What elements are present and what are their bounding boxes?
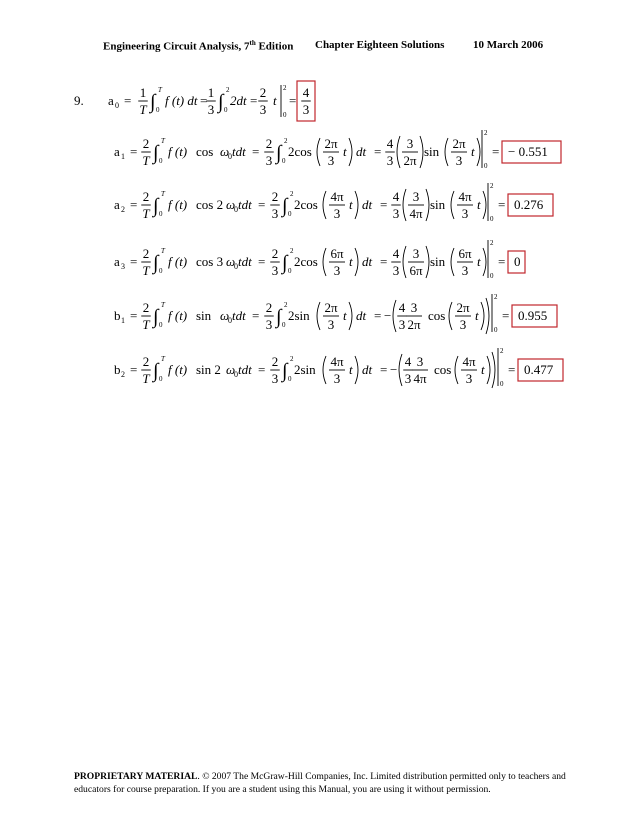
equation-a3-eq2: = [258,254,266,269]
equation-a3-int2-integral-sign: ∫ [282,252,288,274]
equation-a1-eval-lower: 0 [484,162,488,170]
equation-b2-frac4-numerator: 3 [416,354,424,369]
equation-b1-t2: t [343,308,347,323]
equation-b1-arg2-denominator: 3 [327,317,335,332]
equation-a3-tdt: tdt [238,254,252,269]
equation-a2-omega: ω [226,197,236,212]
equation-a2-arg2-numerator: 4π [330,189,344,204]
equation-a1-ft: f (t) [168,144,188,159]
equation-b2-paren-open3 [455,356,458,384]
equation-a2-t3: t [477,197,481,212]
equation-a1-eq1: = [130,144,138,159]
equation-b2-answer: 0.477 [524,362,554,377]
equation-a2-paren-open3 [451,191,454,219]
equation-b2-frac2-denominator: 3 [271,371,279,386]
header-date: 10 March 2006 [473,39,544,51]
equation-a2-eval-upper: 2 [490,182,494,190]
equation-a1-int1-integral-sign: ∫ [153,142,159,164]
equation-b2-frac2-numerator: 2 [271,354,279,369]
equation-b1-paren-close4 [486,298,489,334]
equation-b2-frac4-denominator: 4π [413,371,427,386]
equation-a1-trig1: cos [196,144,214,159]
equation-b2-int2-lower-limit: 0 [288,375,292,383]
equation-a1-arg3-denominator: 3 [455,153,463,168]
header-book-title [103,39,293,53]
equation-a2-dt2: dt [362,197,373,212]
equation-b1-paren-close1 [349,302,352,330]
equation-a1-frac3-denominator: 3 [386,153,394,168]
equation-a3-t2: t [349,254,353,269]
equation-a2-int1-upper-limit: T [161,190,165,198]
equation-a0-frac3-denominator: 3 [259,102,267,117]
equation-a3-paren-close1 [355,248,358,276]
equation-a3-paren-open2 [403,246,406,278]
equation-b2-trig3: cos [434,362,452,377]
equation-a1-arg2-numerator: 2π [324,136,338,151]
equation-a0-frac2-denominator: 3 [207,102,215,117]
equation-a3-eq4: = [498,254,506,269]
equation-b2-paren-close1 [355,356,358,384]
equation-a1-trig2: 2cos [288,144,312,159]
equation-a3-ft: f (t) [168,254,188,269]
footer-bold: PROPRIETARY MATERIAL [74,771,198,782]
equation-b1-omega-sub: 0 [228,316,232,325]
equation-a1-t2: t [343,144,347,159]
equation-b1-arg3-numerator: 2π [456,300,470,315]
header-book-tail: Edition [255,40,294,53]
equation-b2-t3: t [481,362,485,377]
equation-b2-tdt: tdt [238,362,252,377]
equation-a2-paren-open1 [323,191,326,219]
equation-a3-paren-open1 [323,248,326,276]
equation-b1-lhs-sub: 1 [121,316,125,325]
equation-a0-answer-numerator: 4 [302,85,310,100]
equation-b1-int2-upper-limit: 2 [284,301,288,309]
equation-b1-t3: t [475,308,479,323]
equation-a1-tdt: tdt [232,144,246,159]
equation-a3-eq1: = [130,254,138,269]
equation-a0-eq3: = [250,93,258,108]
equation-b1-int1-upper-limit: T [161,301,165,309]
equation-a1-frac2-denominator: 3 [265,153,273,168]
equation-a0-eq4: = [289,93,297,108]
equation-a3-frac2-numerator: 2 [271,246,279,261]
equation-a0-int1-integral-sign: ∫ [150,91,156,113]
equation-a3-arg3-numerator: 6π [458,246,472,261]
equation-b2-int2-upper-limit: 2 [290,355,294,363]
equation-b2-eval-upper: 2 [500,347,504,355]
equation-a2-frac4-denominator: 4π [409,206,423,221]
header-book: Engineering Circuit Analysis, 7 [103,40,250,53]
equation-a2-eq2: = [258,197,266,212]
equation-b2-arg3-numerator: 4π [462,354,476,369]
equation-a3-frac4-denominator: 6π [409,263,423,278]
equation-b1-eval-lower: 0 [494,326,498,334]
equation-b2-trig1: sin 2 [196,362,221,377]
equation-b2-paren-open2 [399,354,402,386]
equation-b2-int1-upper-limit: T [161,355,165,363]
equation-a2-frac1-denominator: T [142,206,150,221]
equation-b2-eq1: = [130,362,138,377]
equation-a3-dt2: dt [362,254,373,269]
equation-a3-t3: t [477,254,481,269]
equation-a1-int2-upper-limit: 2 [284,137,288,145]
equation-a0-int2-upper-limit: 2 [226,86,230,94]
equation-a1-int2-integral-sign: ∫ [276,142,282,164]
equation-a2-eq3: = [380,197,388,212]
equation-a0-int2-lower-limit: 0 [224,106,228,114]
equation-a2-paren-close3 [483,191,486,219]
equation-a2-int1-integral-sign: ∫ [153,195,159,217]
equation-a0-int1-lower-limit: 0 [156,106,160,114]
equation-a3-eval-upper: 2 [490,239,494,247]
equation-a0-lhs-sub: 0 [115,101,119,110]
equation-b2-ft: f (t) [168,362,188,377]
equation-b1-tdt: tdt [232,308,246,323]
equation-b2-arg2-denominator: 3 [333,371,341,386]
equation-a1-arg3-numerator: 2π [452,136,466,151]
equation-a1-paren-close2 [420,136,423,168]
equation-b2-paren-open1 [323,356,326,384]
equation-a0-frac1-numerator: 1 [139,85,147,100]
equation-b2-eq2: = [258,362,266,377]
equation-a3-trig2: 2cos [294,254,318,269]
header-book-sup: th [249,39,256,47]
equation-a2-eq4: = [498,197,506,212]
equation-b1-eq4: = [502,308,510,323]
equation-a3-frac1-numerator: 2 [142,246,150,261]
equation-b1-int1-lower-limit: 0 [159,321,163,329]
equation-b2-int1-lower-limit: 0 [159,375,163,383]
equation-a3-omega-sub: 0 [234,262,238,271]
equation-b2 [0,330,638,410]
equation-a2-frac3-denominator: 3 [392,206,400,221]
equation-a1-lhs-sub: 1 [121,152,125,161]
equation-a0-int2-integral-sign: ∫ [218,91,224,113]
equation-a2-trig1: cos 2 [196,197,224,212]
equation-a1-int2-lower-limit: 0 [282,157,286,165]
equation-b1-paren-open1 [317,302,320,330]
equation-b2-int2-integral-sign: ∫ [282,360,288,382]
equation-b1-int2-lower-limit: 0 [282,321,286,329]
equation-b1-paren-close3 [481,302,484,330]
equation-b1-eval-upper: 2 [494,293,498,301]
equation-a1-int1-upper-limit: T [161,137,165,145]
equation-b1-omega: ω [220,308,230,323]
equation-b2-paren-close3 [487,356,490,384]
equation-a1-frac4-denominator: 2π [403,153,417,168]
equation-a2-paren-close2 [426,189,429,221]
equation-a0-frac2-numerator: 1 [207,85,215,100]
equation-a1-paren-open3 [445,138,448,166]
equation-b1-frac4-denominator: 2π [407,317,421,332]
equation-b1-arg2-numerator: 2π [324,300,338,315]
equation-b1-int2-integral-sign: ∫ [276,306,282,328]
equation-a2-arg2-denominator: 3 [333,206,341,221]
equation-b2-frac3-numerator: 4 [404,354,412,369]
equation-a3-answer: 0 [514,254,521,269]
equation-a2-trig2: 2cos [294,197,318,212]
equation-a2-omega-sub: 0 [234,205,238,214]
equation-a3-eval-lower: 0 [490,272,494,280]
equation-a3-trig1: cos 3 [196,254,224,269]
equation-b2-int1-integral-sign: ∫ [153,360,159,382]
equation-b2-eq4: = [508,362,516,377]
equation-a2-int2-lower-limit: 0 [288,210,292,218]
equation-a1-paren-close1 [349,138,352,166]
equation-a2-eval-lower: 0 [490,215,494,223]
equation-a3-arg2-numerator: 6π [330,246,344,261]
equation-a2-frac2-denominator: 3 [271,206,279,221]
equation-a2-frac1-numerator: 2 [142,189,150,204]
equation-a2-frac4-numerator: 3 [412,189,420,204]
equation-a1-eq4: = [492,144,500,159]
equation-a1-dt2: dt [356,144,367,159]
equation-a3-arg2-denominator: 3 [333,263,341,278]
equation-a0-integrand1: f (t) dt [165,93,198,108]
equation-b2-trig2: 2sin [294,362,316,377]
equation-a3-frac3-denominator: 3 [392,263,400,278]
footer-copyright [74,770,574,796]
equation-b2-lhs-sub: 2 [121,370,125,379]
equation-b1-minus: − [384,308,392,323]
equation-a3-int2-upper-limit: 2 [290,247,294,255]
equation-b1-int1-integral-sign: ∫ [153,306,159,328]
equation-a3-lhs-sub: 3 [121,262,125,271]
equation-b2-paren-close4 [492,352,495,388]
equation-a3-trig3: sin [430,254,446,269]
equation-a3-frac4-numerator: 3 [412,246,420,261]
equation-a1-eq2: = [252,144,260,159]
equation-b1-frac3-denominator: 3 [398,317,406,332]
equation-b1-frac1-denominator: T [142,317,150,332]
equation-b1-eq1: = [130,308,138,323]
equation-b1-trig2: 2sin [288,308,310,323]
equation-a1-frac1-numerator: 2 [142,136,150,151]
equation-a0-eq2: = [200,93,208,108]
equation-b1-frac2-numerator: 2 [265,300,273,315]
equation-a3-int1-lower-limit: 0 [159,267,163,275]
equation-a3-eq3: = [380,254,388,269]
equation-a0-frac1-denominator: T [139,102,147,117]
equation-a1-eq3: = [374,144,382,159]
problem-number: 9. [74,93,84,108]
equation-b1-eq3: = [374,308,382,323]
equation-b1-frac2-denominator: 3 [265,317,273,332]
equation-a0-eval-upper: 2 [283,84,287,92]
equation-b2-omega: ω [226,362,236,377]
equation-a1-trig3: sin [424,144,440,159]
equation-b2-arg2-numerator: 4π [330,354,344,369]
equation-a2-int1-lower-limit: 0 [159,210,163,218]
equation-a2-ft: f (t) [168,197,188,212]
equation-b1-arg3-denominator: 3 [459,317,467,332]
equation-a3-paren-close3 [483,248,486,276]
header-chapter: Chapter Eighteen Solutions [315,39,445,51]
equation-b2-frac1-denominator: T [142,371,150,386]
equation-b2-t2: t [349,362,353,377]
equation-a2-trig3: sin [430,197,446,212]
equation-a2-int2-upper-limit: 2 [290,190,294,198]
equation-a2-arg3-denominator: 3 [461,206,469,221]
equation-a2-int2-integral-sign: ∫ [282,195,288,217]
equation-b2-dt2: dt [362,362,373,377]
equation-a3-paren-close2 [426,246,429,278]
equation-a1-t3: t [471,144,475,159]
equation-a1-answer: − 0.551 [508,144,548,159]
equation-a1-lhs: a [114,144,120,159]
equation-a0-eval-lower: 0 [283,111,287,119]
equation-b2-eval-lower: 0 [500,380,504,388]
equation-a2-answer: 0.276 [514,197,544,212]
equation-a1-int1-lower-limit: 0 [159,157,163,165]
equation-a0-eq1: = [124,93,132,108]
equation-a2-paren-close1 [355,191,358,219]
equation-b1-frac4-numerator: 3 [410,300,418,315]
equation-a3-lhs: a [114,254,120,269]
equation-b1-trig3: cos [428,308,446,323]
equation-a2-eq1: = [130,197,138,212]
equation-b1-frac1-numerator: 2 [142,300,150,315]
equation-a1-omega-sub: 0 [228,152,232,161]
equation-a2-lhs-sub: 2 [121,205,125,214]
equation-b2-omega-sub: 0 [234,370,238,379]
equation-b1-lhs: b [114,308,121,323]
equation-a1-arg2-denominator: 3 [327,153,335,168]
equation-a3-frac3-numerator: 4 [392,246,400,261]
equation-b2-lhs: b [114,362,121,377]
equation-a2-frac2-numerator: 2 [271,189,279,204]
equation-b2-math [0,330,638,410]
equation-a1-frac1-denominator: T [142,153,150,168]
equation-b1-eq2: = [252,308,260,323]
equation-a1-frac2-numerator: 2 [265,136,273,151]
equation-a1-frac4-numerator: 3 [406,136,414,151]
equation-b1-trig1: sin [196,308,212,323]
equation-a3-omega: ω [226,254,236,269]
equation-a0-int1-upper-limit: T [158,86,162,94]
equation-a3-paren-open3 [451,248,454,276]
equation-a1-paren-open2 [397,136,400,168]
equation-a3-arg3-denominator: 3 [461,263,469,278]
equation-a3-frac1-denominator: T [142,263,150,278]
equation-a3-int1-integral-sign: ∫ [153,252,159,274]
equation-b2-minus: − [390,362,398,377]
equation-a3-frac2-denominator: 3 [271,263,279,278]
equation-a1-eval-upper: 2 [484,129,488,137]
equation-a0-frac3-numerator: 2 [259,85,267,100]
equation-b1-paren-open2 [393,300,396,332]
equation-b1-paren-open3 [449,302,452,330]
equation-a3-int1-upper-limit: T [161,247,165,255]
equation-a2-frac3-numerator: 4 [392,189,400,204]
equation-a2-arg3-numerator: 4π [458,189,472,204]
equation-a2-lhs: a [114,197,120,212]
equation-a1-paren-close3 [477,138,480,166]
equation-a1-omega: ω [220,144,230,159]
equation-a1-frac3-numerator: 4 [386,136,394,151]
equation-a1-paren-open1 [317,138,320,166]
equation-b1-frac3-numerator: 4 [398,300,406,315]
equation-b2-arg3-denominator: 3 [465,371,473,386]
footer-text: . © 2007 The McGraw-Hill Companies, Inc. Limited distribution permitted only to teachers and educators for course preparation. If you are a student using this Manual, you are using it without permission. [74,771,566,795]
equation-a2-t2: t [349,197,353,212]
equation-b2-frac3-denominator: 3 [404,371,412,386]
equation-b2-frac1-numerator: 2 [142,354,150,369]
equation-b2-eq3: = [380,362,388,377]
equation-b1-answer: 0.955 [518,308,548,323]
equation-b1-dt2: dt [356,308,367,323]
equation-a0-lhs: a [108,93,114,108]
equation-a3-int2-lower-limit: 0 [288,267,292,275]
equation-a2-tdt: tdt [238,197,252,212]
equation-b1-ft: f (t) [168,308,188,323]
equation-a0-answer-denominator: 3 [302,102,310,117]
equation-a0-integrand2: 2dt [230,93,247,108]
equation-a2-paren-open2 [403,189,406,221]
equation-a0-t: t [273,93,277,108]
